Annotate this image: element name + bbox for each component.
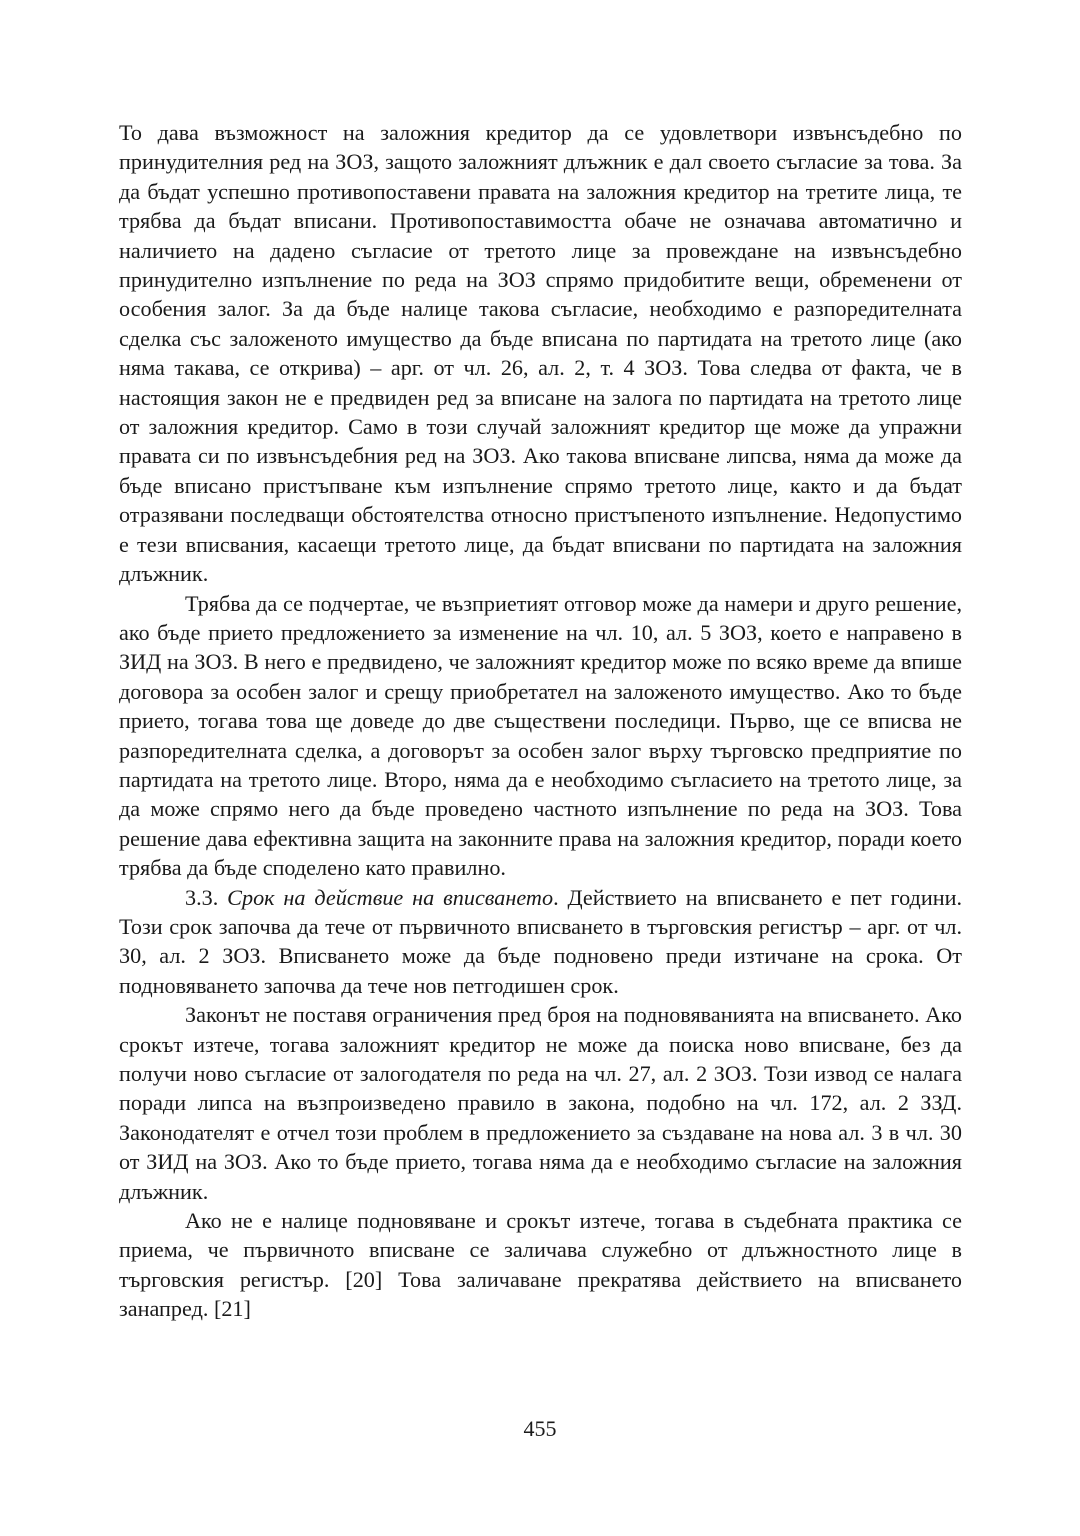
paragraph-5: Ако не е налице подновяване и срокът изтече, тогава в съдебната практика се приема, че първичното вписване се заличава служебно от длъжностното лице в търговския регистър. [20] Това заличаване прекратява действието на вписването занапред. [21] [119, 1208, 962, 1322]
section-body: . Действието на вписването е пет години. Този срок започва да тече от първичното вписването в търговския регистър – арг. от чл. 30, ал. 2 ЗОЗ. Вписването може да бъде подновено преди изтичане на срока. От подновяването започва да тече нов петгодишен срок. [119, 884, 963, 998]
paragraph-2: Трябва да се подчертае, че възприетият отговор може да намери и друго решение, ако бъде прието предложението за изменение на чл. 10, ал. 5 ЗОЗ, което е направено в ЗИД на ЗОЗ. В него е предвидено, че заложният кредитор може по всяко време да впише договора за особен залог и срещу приобретател на заложеното имущество. Ако то бъде прието, тогава това ще доведе до две съществени последици. Първо, ще се вписва не разпоредителната сделка, а договорът за особен залог върху търговско предприятие по партидата на третото лице. Второ, няма да е необходимо съгласието на третото лице, за да може спрямо него да бъде проведено частното изпълнение по реда на ЗОЗ. Това решение дава ефективна защита на законните права на заложния кредитор, поради което трябва да бъде споделено като правилно. [119, 590, 962, 881]
document-page [119, 118, 962, 1324]
paragraph-3-section-3-3 [119, 883, 962, 1001]
paragraph-1: То дава възможност на заложния кредитор да се удовлетвори извънсъдебно по принудителния ред на ЗОЗ, защото заложният длъжник е дал своето съгласие за това. За да бъдат успешно противопоставени правата на заложния кредитор на третите лица, те трябва да бъдат вписани. Противопоставимостта обаче не означава автоматично и наличието на дадено съгласие от третото лице за провеждане на извънсъдебно принудително изпълнение по реда на ЗОЗ спрямо придобитите вещи, обременени от особения залог. За да бъде налице такова съгласие, необходимо е разпоредителната сделка със заложеното имущество да бъде вписана по партидата на третото лице (ако няма такава, се открива) – арг. от чл. 26, ал. 2, т. 4 ЗОЗ. Това следва от факта, че в настоящия закон не е предвиден ред за вписане на залога по партидата на третото лице от заложния кредитор. Само в този случай заложният кредитор ще може да упражни правата си по извънсъдебния ред на ЗОЗ. Ако такова вписване липсва, няма да може да бъде вписано пристъпване към изпълнение спрямо третото лице, както и да бъдат отразявани последващи обстоятелства относно пристъпеното изпълнение. Недопустимо е тези вписвания, касаещи третото лице, да бъдат вписвани по партидата на заложния длъжник. [119, 120, 962, 587]
page-number: 455 [523, 1416, 557, 1441]
section-heading: Срок на действие на вписването [227, 884, 554, 910]
paragraph-4: Законът не поставя ограничения пред броя на подновяванията на вписването. Ако срокът изтече, тогава заложният кредитор не може да поиска ново вписване, без да получи ново съгласие от залогодателя по реда на чл. 27, ал. 2 ЗОЗ. Този извод се налага поради липса на възпроизведено правило в закона, подобно на чл. 172, ал. 2 ЗЗД. Законодателят е отчел този проблем в предложението за създаване на нова ал. 3 в чл. 30 от ЗИД на ЗОЗ. Ако то бъде прието, тогава няма да е необходимо съгласие на заложния длъжник. [119, 1002, 962, 1204]
section-number: 3.3. [185, 884, 219, 910]
